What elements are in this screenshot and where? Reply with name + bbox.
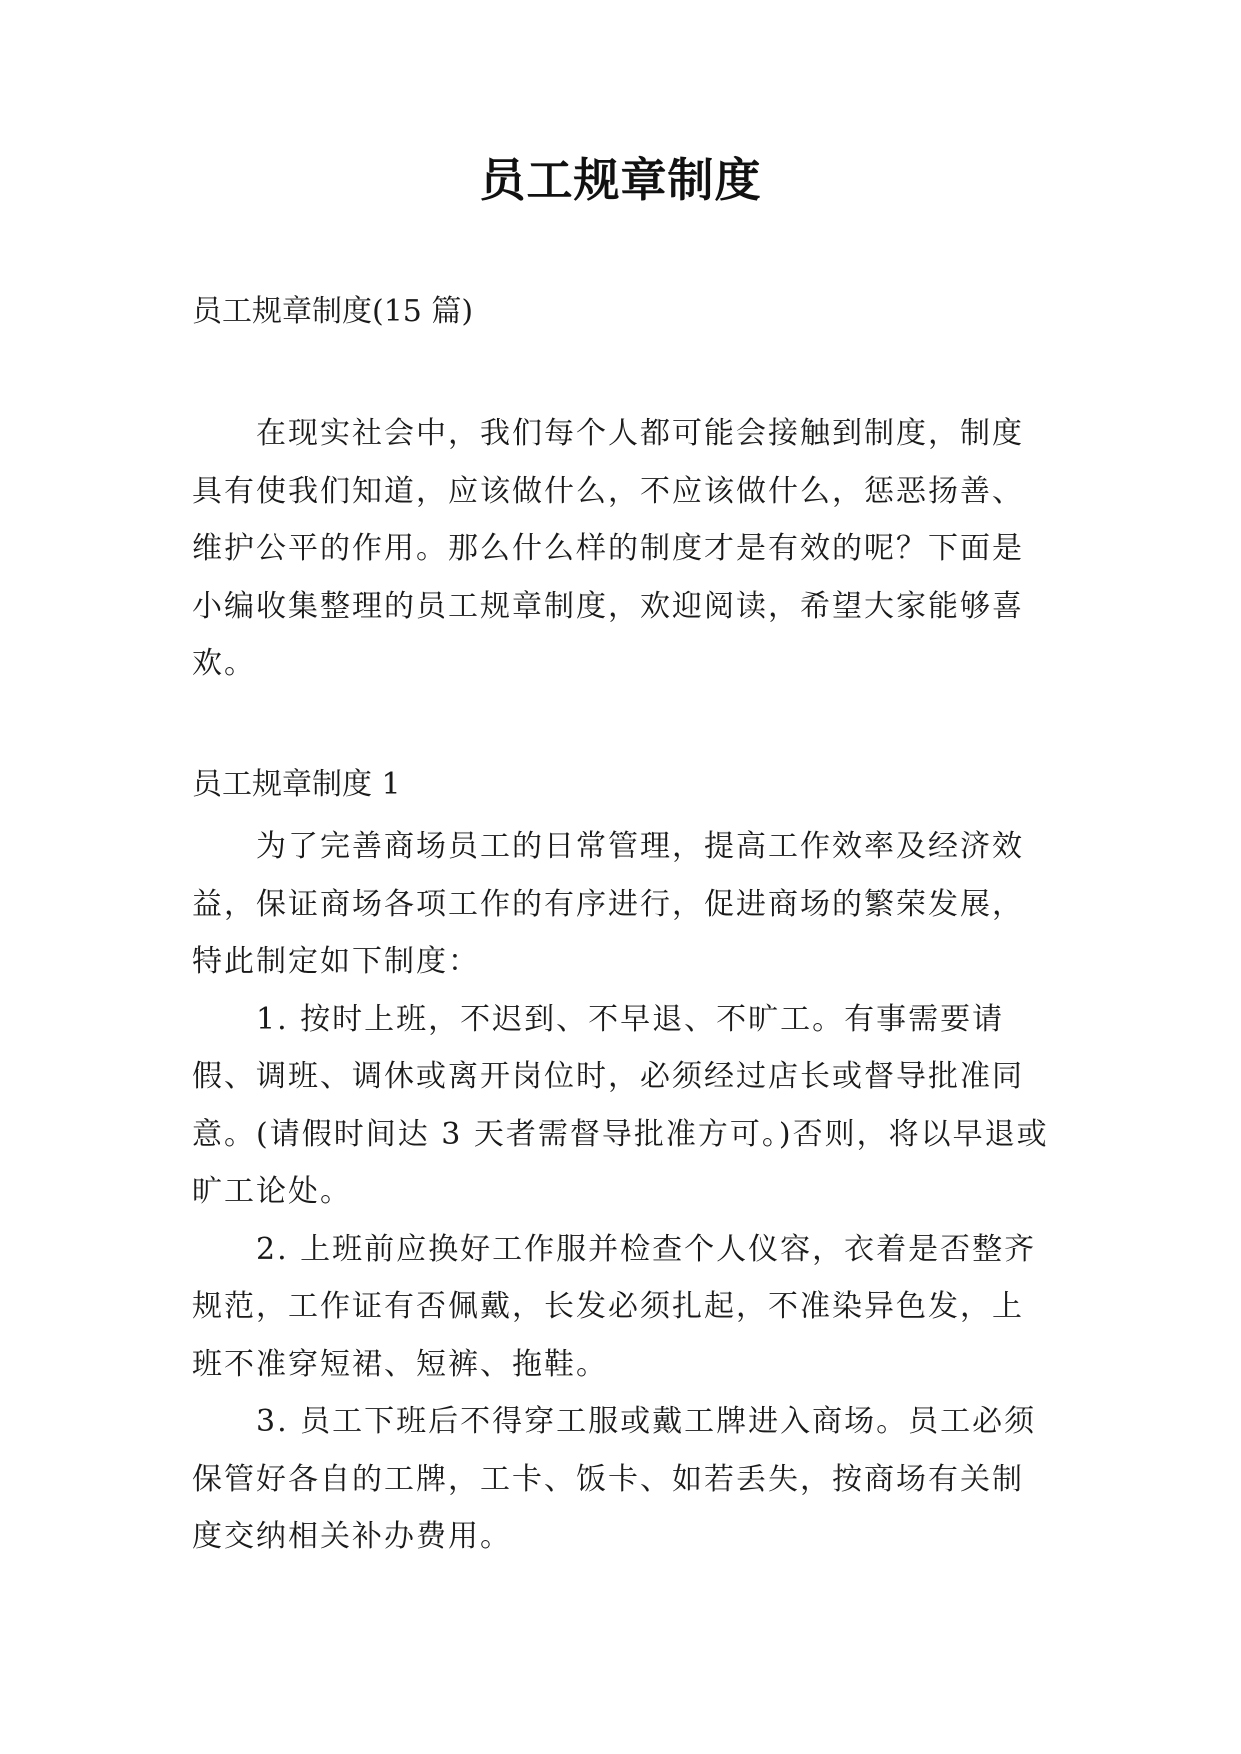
body-paragraph-rule-1: 1. 按时上班，不迟到、不早退、不旷工。有事需要请假、调班、调休或离开岗位时，必须经过店长或督导批准同意。(请假时间达 3 天者需督导批准方可。)否则，将以早退或旷工论处。 bbox=[192, 1001, 1049, 1209]
body-paragraph-rule-3: 3. 员工下班后不得穿工服或戴工牌进入商场。员工必须保管好各自的工牌，工卡、饭卡、如若丢失，按商场有关制度交纳相关补办费用。 bbox=[192, 1404, 1037, 1554]
document-title: 员工规章制度 bbox=[479, 153, 762, 207]
body-paragraph-preamble: 为了完善商场员工的日常管理，提高工作效率及经济效益，保证商场各项工作的有序进行，促进商场的繁荣发展，特此制定如下制度： bbox=[192, 829, 1024, 979]
section-body bbox=[192, 818, 1052, 1566]
intro-paragraph: 在现实社会中，我们每个人都可能会接触到制度，制度具有使我们知道，应该做什么，不应该做什么，惩恶扬善、维护公平的作用。那么什么样的制度才是有效的呢？下面是小编收集整理的员工规章制度，欢迎阅读，希望大家能够喜欢。 bbox=[192, 416, 1024, 681]
document-subtitle: 员工规章制度(15 篇) bbox=[192, 294, 474, 329]
body-paragraph-rule-2: 2. 上班前应换好工作服并检查个人仪容，衣着是否整齐规范，工作证有否佩戴，长发必须扎起，不准染异色发，上班不准穿短裙、短裤、拖鞋。 bbox=[192, 1231, 1037, 1382]
section-heading: 员工规章制度 1 bbox=[192, 767, 401, 802]
